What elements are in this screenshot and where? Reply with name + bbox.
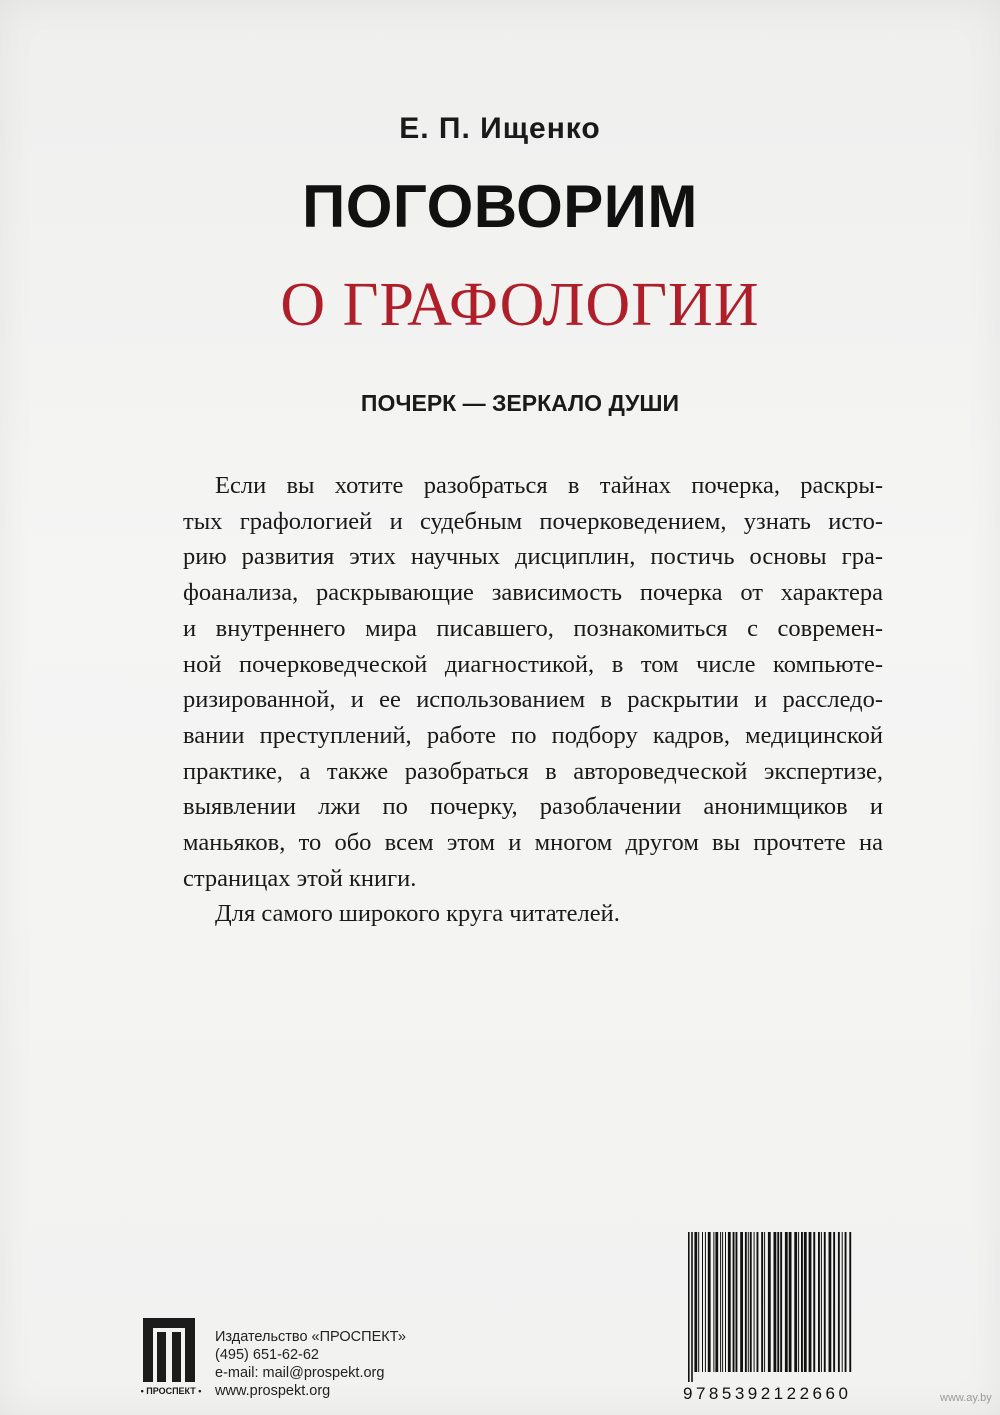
audience-line: Для самого широкого круга читателей. xyxy=(215,900,620,928)
publisher-phone: (495) 651-62-62 xyxy=(215,1347,319,1363)
barcode-bar xyxy=(754,1232,755,1372)
description-line: фоанализа, раскрывающие зависимость почерка от характера xyxy=(183,579,883,607)
barcode-bar xyxy=(824,1232,826,1372)
publisher-name: Издательство «ПРОСПЕКТ» xyxy=(215,1329,406,1345)
barcode-bar xyxy=(845,1232,847,1372)
barcode-bar xyxy=(757,1232,759,1372)
barcode-bar xyxy=(804,1232,807,1372)
logo-label: • ПРОСПЕКТ • xyxy=(140,1386,202,1396)
barcode-bar xyxy=(789,1232,792,1372)
book-description xyxy=(183,468,883,932)
barcode-bar xyxy=(722,1232,723,1372)
description-line: ной почерковедческой диагностикой, в том числе компьюте- xyxy=(183,650,883,678)
book-subtitle: О ГРАФОЛОГИИ xyxy=(280,271,760,339)
barcode-bar xyxy=(705,1232,706,1372)
barcode-bar xyxy=(720,1232,721,1372)
barcode-bar xyxy=(833,1232,835,1372)
logo-pillar-left xyxy=(157,1332,166,1382)
description-line: Если вы хотите разобраться в тайнах почерка, раскры- xyxy=(215,472,883,499)
logo-pillar-right xyxy=(172,1332,181,1382)
description-line: маньяков, то обо всем этом и многом другом вы прочтете на xyxy=(183,829,883,857)
barcode-bar xyxy=(761,1232,763,1372)
publisher-email: e-mail: mail@prospekt.org xyxy=(215,1365,385,1381)
barcode-bar xyxy=(818,1232,820,1372)
barcode-bar xyxy=(813,1232,815,1372)
barcode-bar xyxy=(691,1232,693,1382)
barcode-bar xyxy=(698,1232,699,1372)
barcode-bar xyxy=(694,1232,697,1372)
barcode-bar xyxy=(798,1232,799,1372)
barcode-bar xyxy=(708,1232,711,1372)
watermark: www.ay.by xyxy=(940,1392,992,1404)
barcode-bar xyxy=(688,1232,690,1382)
description-line: и внутреннего мира писавшего, познакомиться с современ- xyxy=(183,614,883,642)
barcode-bar xyxy=(774,1232,777,1372)
description-line: ризированной, и ее использованием в раскрытии и расследо- xyxy=(183,686,883,714)
barcode-digits: 9785392122660 xyxy=(683,1384,852,1403)
barcode-bar xyxy=(715,1232,718,1372)
barcode-bar xyxy=(838,1232,840,1372)
publisher-website: www.prospekt.org xyxy=(215,1383,331,1399)
description-line: выявлении лжи по почерку, разоблачении анонимщиков и xyxy=(183,793,883,821)
barcode-bar xyxy=(725,1232,726,1372)
description-line: практике, а также разобраться в автороведческой экспертизе, xyxy=(183,757,883,785)
barcode-bar xyxy=(849,1232,851,1372)
publisher-info xyxy=(215,1328,406,1400)
barcode-bar xyxy=(702,1232,703,1372)
book-tagline: ПОЧЕРК — ЗЕРКАЛО ДУШИ xyxy=(360,390,680,416)
author-name: Е. П. Ищенко xyxy=(399,112,601,145)
prospekt-logo xyxy=(135,1318,207,1398)
description-line: страницах этой книги. xyxy=(183,864,417,892)
description-line: вании преступлений, работе по подбору кадров, медицинской xyxy=(183,721,883,749)
barcode-bar xyxy=(809,1232,812,1372)
book-title: ПОГОВОРИМ xyxy=(302,173,698,240)
barcode-bar xyxy=(745,1232,747,1372)
description-paragraph xyxy=(183,468,883,896)
description-line: рию развития этих научных дисциплин, постичь основы гра- xyxy=(183,543,883,571)
barcode-bar xyxy=(768,1232,771,1372)
barcode-bar xyxy=(748,1232,749,1372)
barcode-bar xyxy=(785,1232,788,1372)
barcode-bar xyxy=(740,1232,743,1372)
isbn-barcode xyxy=(686,1232,856,1382)
barcode-bar xyxy=(842,1232,843,1372)
barcode-bar xyxy=(750,1232,752,1372)
barcode-bar xyxy=(736,1232,738,1372)
barcode-bar xyxy=(794,1232,797,1372)
barcode-bar xyxy=(728,1232,731,1372)
barcode-bar xyxy=(777,1232,779,1372)
barcode-bar xyxy=(821,1232,822,1372)
barcode-bar xyxy=(764,1232,765,1372)
barcode-bar xyxy=(733,1232,735,1372)
barcode-bar xyxy=(801,1232,803,1372)
description-line: тых графологией и судебным почерковедением, узнать исто- xyxy=(183,507,883,535)
barcode-bar xyxy=(780,1232,782,1372)
barcode-bar xyxy=(713,1232,714,1372)
barcode-bar xyxy=(829,1232,832,1372)
audience-note xyxy=(183,896,883,932)
